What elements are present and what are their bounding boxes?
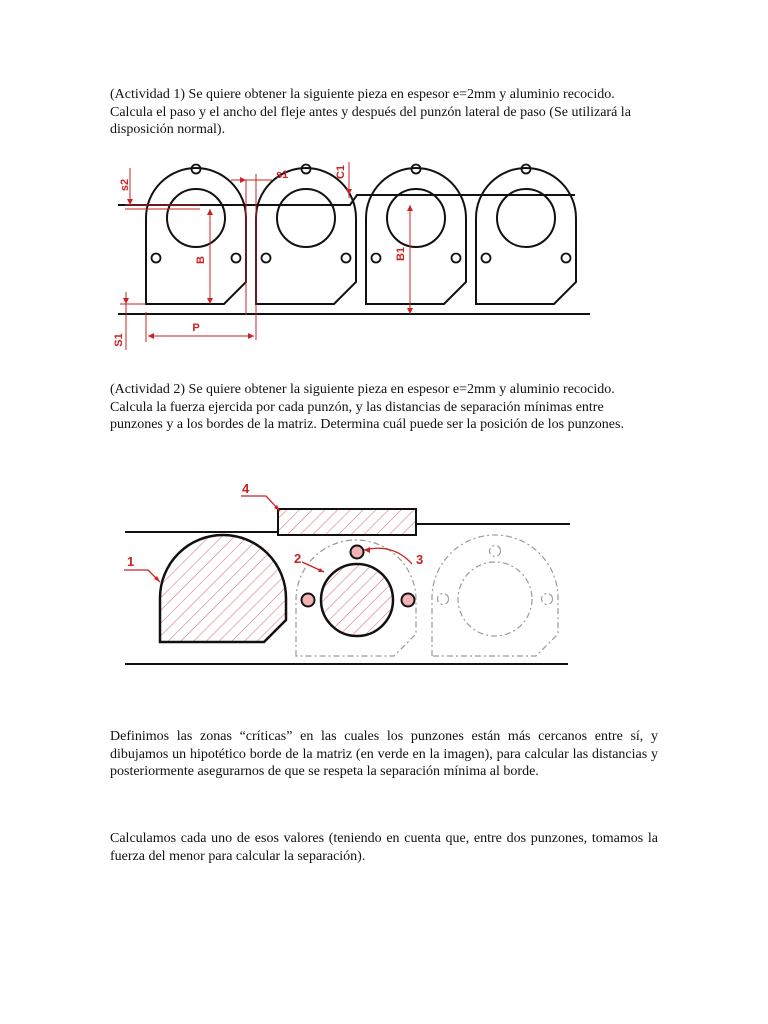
part-outline-4 [476, 165, 576, 305]
activity-1-text: (Actividad 1) Se quiere obtener la siguiente pieza en espesor e=2mm y aluminio recocido. Calcula el paso y el ancho del fleje antes y después del punzón lateral de paso (Se utilizará la disposición normal). [110, 87, 631, 137]
small-punch-left [302, 594, 315, 607]
activity-2-text: (Actividad 2) Se quiere obtener la siguiente pieza en espesor e=2mm y aluminio recocido. Calcula la fuerza ejercida por cada punzón, y las distancias de separación mínimas entre punzones y a los bordes de la matriz. Determina cuál puede ser la posición de los punzones. [110, 382, 624, 432]
dim-label-c1: C1 [335, 164, 347, 180]
part-outline-2 [256, 165, 356, 305]
dim-label-p: P [192, 322, 200, 334]
label-3: 3 [416, 552, 424, 567]
dim-label-b1: B1 [395, 246, 407, 262]
label-2: 2 [294, 551, 302, 566]
part-outline-1 [146, 165, 246, 305]
next-part-ghost [432, 535, 558, 656]
label-4: 4 [242, 481, 250, 496]
critical-zones-text: Definimos las zonas “críticas” en las cuales los punzones están más cercanos entre sí, y dibujamos un hipotético borde de la matriz (en verde en la imagen), para calcular las distancias y posteriormente asegurarnos de que se respeta la separación mínima al borde. [110, 729, 658, 779]
strip-layout-figure-1 [0, 150, 768, 360]
small-punch-top [351, 546, 364, 559]
part-outline-3 [366, 165, 466, 305]
cut-punch-1 [160, 535, 286, 642]
dim-label-s1-bottom: S1 [113, 333, 125, 347]
dim-label-b: B [195, 256, 207, 264]
calculation-text: Calculamos cada uno de esos valores (teniendo en cuenta que, entre dos punzones, tomamos la fuerza del menor para calcular la separación). [110, 831, 658, 864]
dim-label-s2: s2 [119, 178, 131, 192]
lateral-punch-4 [278, 509, 416, 535]
dim-label-s1-top: s1 [276, 169, 289, 181]
label-1: 1 [127, 554, 135, 569]
central-punch-2 [321, 564, 393, 636]
small-punch-right [402, 594, 415, 607]
punch-layout-figure-2 [0, 478, 768, 678]
